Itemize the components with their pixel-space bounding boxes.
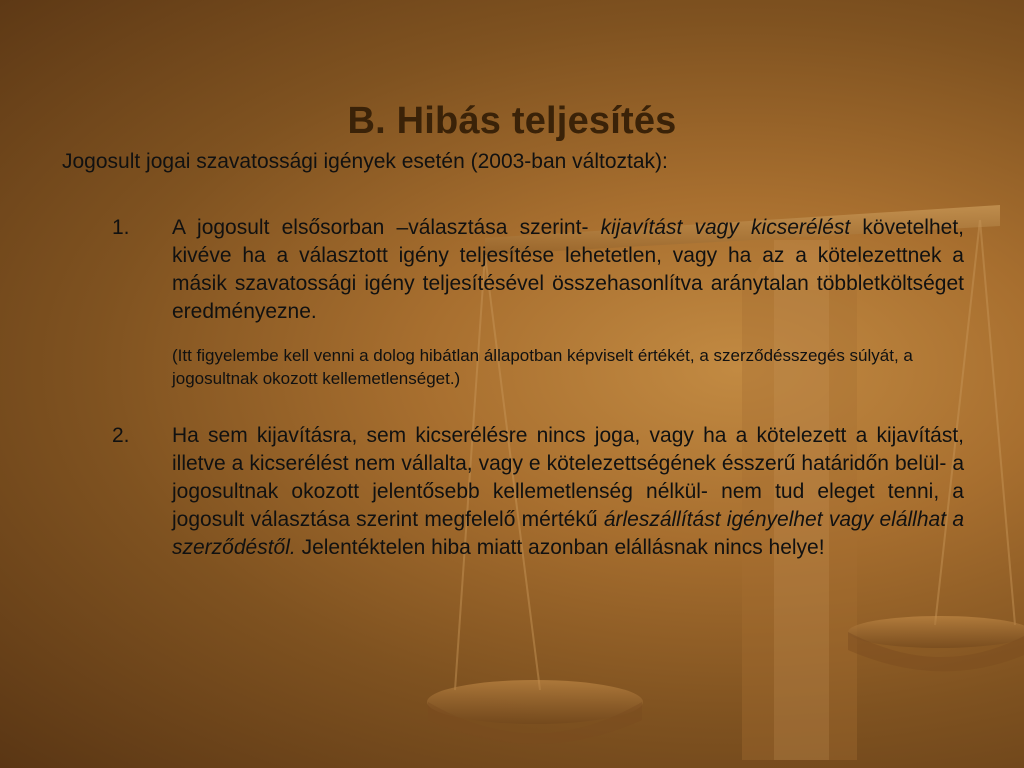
paragraph-text-2-before: Ha sem kijavításra, sem kicserélésre nincs joga, vagy ha a kötelezett a kijavítást, illetve a kicserélést nem vállalta, vagy e kötelezettségének ésszerű határidőn belül- a jogosultnak okozott jelentősebb kellemetlenség nélkül- nem tud eleget tenni, a jogosult választása szerint megfelelő mértékű <box>172 424 964 531</box>
paragraph-text-2-italic: árleszállítást igényelhet vagy elállhat a szerződéstől. <box>172 508 964 559</box>
paragraph-text-1 <box>172 214 964 326</box>
slide-title: B. Hibás teljesítés <box>347 100 677 143</box>
paragraph-text-2 <box>172 422 964 562</box>
numbered-paragraph-2 <box>112 422 964 562</box>
numbered-paragraph-1 <box>112 214 964 390</box>
paragraph-text-2-after: Jelentéktelen hiba miatt azonban elállásnak nincs helye! <box>295 536 825 559</box>
paragraph-number-1: 1. <box>112 216 130 239</box>
paragraph-number-2: 2. <box>112 424 130 447</box>
paragraph-text-1-italic: kijavítást vagy kicserélést <box>600 216 851 239</box>
paragraph-text-1-after: követelhet, kivéve ha a választott igény teljesítése lehetetlen, vagy ha az a kötelezettnek a másik szavatossági igény teljesítésével összehasonlítva aránytalan többletköltséget eredményezne. <box>172 216 964 323</box>
paragraph-note-1: (Itt figyelembe kell venni a dolog hibátlan állapotban képviselt értékét, a szerződésszegés súlyát, a jogosultnak okozott kellemetlenséget.) <box>172 346 913 388</box>
paragraph-text-1-before: A jogosult elsősorban –választása szerint- <box>172 216 601 239</box>
slide-subtitle: Jogosult jogai szavatossági igények esetén (2003-ban változtak): <box>62 150 668 173</box>
